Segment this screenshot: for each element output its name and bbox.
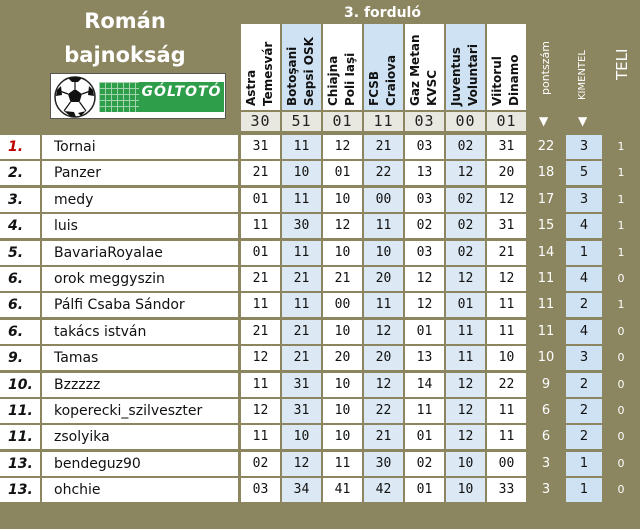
- player-tip: 02: [446, 214, 485, 238]
- player-kimentel: 2: [566, 373, 602, 397]
- match-result: 30: [241, 112, 280, 131]
- player-tip: 02: [446, 241, 485, 265]
- player-tip: 12: [446, 425, 485, 449]
- player-kimentel: 5: [566, 161, 602, 185]
- player-kimentel: 2: [566, 399, 602, 423]
- player-tip: 21: [323, 267, 362, 291]
- player-row: [0, 451, 640, 477]
- player-tip: 12: [323, 135, 362, 159]
- player-teli: 1: [617, 192, 625, 206]
- player-tip: 11: [446, 346, 485, 370]
- player-tip: 12: [364, 373, 403, 397]
- player-points: 11: [537, 271, 555, 286]
- player-tip: 02: [446, 188, 485, 212]
- player-rank: 9.: [0, 346, 40, 370]
- match-header: FCSB Craiova: [364, 24, 403, 110]
- player-name: zsolyika: [42, 425, 238, 449]
- player-tip: 31: [241, 135, 280, 159]
- match-result: 03: [405, 112, 444, 131]
- league-title-line2: bajnokság: [64, 43, 186, 67]
- player-tip: 10: [323, 425, 362, 449]
- player-tip: 30: [364, 452, 403, 476]
- player-rank: 13.: [0, 478, 40, 502]
- player-tip: 11: [364, 214, 403, 238]
- player-points: 3: [541, 482, 551, 498]
- player-name: Tornai: [42, 135, 238, 159]
- player-row: [0, 477, 640, 503]
- player-teli: 0: [617, 272, 625, 285]
- player-tip: 21: [241, 267, 280, 291]
- player-tip: 12: [446, 373, 485, 397]
- player-tip: 12: [446, 399, 485, 423]
- player-tip: 11: [241, 425, 280, 449]
- match-result: 51: [282, 112, 321, 131]
- player-tip: 21: [282, 267, 321, 291]
- player-tip: 31: [282, 399, 321, 423]
- player-row: [0, 160, 640, 186]
- player-kimentel: 1: [566, 241, 602, 265]
- player-points: 11: [537, 297, 555, 313]
- player-name: luis: [42, 214, 238, 238]
- points-column-label: pontszám: [539, 41, 552, 95]
- player-tip: 12: [487, 188, 526, 212]
- player-tip: 20: [364, 346, 403, 370]
- player-tip: 12: [241, 346, 280, 370]
- player-points: 9: [541, 376, 551, 392]
- match-header: Gaz Metan KVSC: [405, 24, 444, 110]
- match-header: Viitorul Dinamo: [487, 24, 526, 110]
- player-kimentel: 4: [566, 267, 602, 291]
- player-tip: 11: [446, 320, 485, 344]
- soccer-ball-icon: [54, 76, 96, 118]
- player-tip: 21: [487, 241, 526, 265]
- player-tip: 20: [323, 346, 362, 370]
- player-row: [0, 372, 640, 398]
- player-tip: 10: [446, 478, 485, 502]
- player-rank: 6.: [0, 267, 40, 291]
- player-rank: 10.: [0, 373, 40, 397]
- logo-text: GÓLTOTÓ: [141, 84, 222, 100]
- player-tip: 21: [364, 425, 403, 449]
- player-teli: 0: [617, 377, 625, 391]
- teli-column-label: TELI: [613, 48, 631, 80]
- player-tip: 42: [364, 478, 403, 502]
- player-tip: 21: [241, 320, 280, 344]
- player-tip: 01: [405, 425, 444, 449]
- player-tip: 11: [487, 399, 526, 423]
- kimentel-column-label: KIMENTEL: [577, 50, 588, 100]
- player-name: Panzer: [42, 161, 238, 185]
- player-tip: 12: [405, 293, 444, 317]
- player-points: 17: [537, 191, 555, 207]
- player-tip: 22: [364, 161, 403, 185]
- player-rank: 11.: [0, 399, 40, 423]
- player-name: Tamas: [42, 346, 238, 370]
- player-points: 11: [537, 323, 555, 339]
- player-tip: 10: [282, 161, 321, 185]
- player-kimentel: 2: [566, 425, 602, 449]
- player-tip: 02: [241, 452, 280, 476]
- player-rank: 11.: [0, 425, 40, 449]
- player-tip: 12: [364, 320, 403, 344]
- player-kimentel: 1: [566, 478, 602, 502]
- player-teli: 0: [617, 324, 625, 338]
- player-tip: 10: [364, 241, 403, 265]
- player-tip: 11: [487, 293, 526, 317]
- player-teli: 1: [617, 219, 625, 233]
- player-tip: 03: [405, 188, 444, 212]
- player-tip: 12: [241, 399, 280, 423]
- points-sort-arrow[interactable]: ▼: [539, 114, 549, 128]
- player-teli: 1: [617, 298, 625, 312]
- player-points: 6: [541, 403, 551, 418]
- player-kimentel: 4: [566, 214, 602, 238]
- player-kimentel: 2: [566, 293, 602, 317]
- player-row: [0, 345, 640, 371]
- player-name: Bzzzzz: [42, 373, 238, 397]
- player-teli: 1: [617, 166, 625, 180]
- player-tip: 10: [323, 320, 362, 344]
- match-header: Botoşani Sepsi OSK: [282, 24, 321, 110]
- player-teli: 1: [617, 140, 625, 153]
- player-tip: 02: [405, 214, 444, 238]
- player-tip: 34: [282, 478, 321, 502]
- player-rank: 13.: [0, 452, 40, 476]
- player-tip: 20: [364, 267, 403, 291]
- player-tip: 03: [241, 478, 280, 502]
- player-tip: 11: [282, 293, 321, 317]
- player-tip: 41: [323, 478, 362, 502]
- player-tip: 11: [405, 399, 444, 423]
- player-points: 14: [537, 244, 555, 260]
- player-tip: 11: [364, 293, 403, 317]
- player-row: [0, 292, 640, 318]
- player-rank: 3.: [0, 188, 40, 212]
- player-tip: 11: [323, 452, 362, 476]
- player-tip: 31: [282, 373, 321, 397]
- player-tip: 31: [487, 135, 526, 159]
- player-tip: 13: [405, 161, 444, 185]
- player-tip: 33: [487, 478, 526, 502]
- player-tip: 10: [282, 425, 321, 449]
- player-rank: 4.: [0, 214, 40, 238]
- player-name: Pálfi Csaba Sándor: [42, 293, 238, 317]
- logo-net: [99, 82, 139, 112]
- player-tip: 14: [405, 373, 444, 397]
- player-tip: 22: [487, 373, 526, 397]
- player-rank: 2.: [0, 161, 40, 185]
- player-points: 22: [537, 139, 555, 154]
- player-tip: 11: [282, 188, 321, 212]
- player-tip: 31: [487, 214, 526, 238]
- player-tip: 12: [487, 267, 526, 291]
- player-row: [0, 424, 640, 450]
- match-result: 11: [364, 112, 403, 131]
- player-name: BavariaRoyalae: [42, 241, 238, 265]
- match-result: 01: [487, 112, 526, 131]
- player-row: [0, 134, 640, 160]
- match-header: Astra Temesvár: [241, 24, 280, 110]
- player-tip: 02: [446, 135, 485, 159]
- player-points: 3: [541, 455, 551, 471]
- player-tip: 10: [323, 373, 362, 397]
- player-tip: 01: [405, 478, 444, 502]
- player-tip: 12: [446, 267, 485, 291]
- player-tip: 10: [487, 346, 526, 370]
- player-teli: 0: [617, 351, 625, 365]
- player-tip: 12: [446, 161, 485, 185]
- player-kimentel: 3: [566, 135, 602, 159]
- player-points: 15: [537, 218, 555, 234]
- player-tip: 00: [487, 452, 526, 476]
- player-tip: 21: [282, 320, 321, 344]
- player-row: [0, 398, 640, 424]
- match-header: Juventus Voluntari: [446, 24, 485, 110]
- player-tip: 22: [364, 399, 403, 423]
- player-row: [0, 213, 640, 239]
- player-row: [0, 240, 640, 266]
- player-tip: 11: [241, 373, 280, 397]
- player-teli: 0: [617, 404, 625, 417]
- player-tip: 11: [487, 320, 526, 344]
- player-row: [0, 266, 640, 292]
- player-teli: 0: [617, 456, 625, 470]
- player-kimentel: 3: [566, 346, 602, 370]
- player-name: orok meggyszin: [42, 267, 238, 291]
- match-header: Chiajna Poli Iaşi: [323, 24, 362, 110]
- player-tip: 00: [364, 188, 403, 212]
- player-name: takács istván: [42, 320, 238, 344]
- player-tip: 12: [405, 267, 444, 291]
- player-tip: 01: [323, 161, 362, 185]
- player-tip: 20: [487, 161, 526, 185]
- player-row: [0, 187, 640, 213]
- player-tip: 12: [323, 214, 362, 238]
- player-kimentel: 4: [566, 320, 602, 344]
- player-tip: 11: [241, 214, 280, 238]
- player-rank: 6.: [0, 293, 40, 317]
- player-points: 18: [537, 165, 555, 181]
- league-title-line1: Román: [84, 9, 166, 33]
- player-tip: 11: [241, 293, 280, 317]
- player-name: koperecki_szilveszter: [42, 399, 238, 423]
- player-points: 6: [541, 429, 551, 445]
- player-name: medy: [42, 188, 238, 212]
- player-teli: 1: [617, 245, 625, 259]
- player-tip: 10: [446, 452, 485, 476]
- player-tip: 11: [487, 425, 526, 449]
- player-tip: 21: [241, 161, 280, 185]
- player-tip: 12: [282, 452, 321, 476]
- player-tip: 30: [282, 214, 321, 238]
- round-label: 3. forduló: [344, 5, 421, 21]
- player-tip: 10: [323, 241, 362, 265]
- player-name: ohchie: [42, 478, 238, 502]
- player-tip: 01: [241, 188, 280, 212]
- player-tip: 11: [282, 135, 321, 159]
- player-tip: 10: [323, 399, 362, 423]
- player-rank: 1.: [0, 135, 40, 159]
- player-tip: 00: [323, 293, 362, 317]
- match-result: 00: [446, 112, 485, 131]
- player-tip: 03: [405, 135, 444, 159]
- player-tip: 01: [405, 320, 444, 344]
- player-kimentel: 1: [566, 452, 602, 476]
- player-tip: 03: [405, 241, 444, 265]
- match-result: 01: [323, 112, 362, 131]
- player-kimentel: 3: [566, 188, 602, 212]
- kimentel-sort-arrow[interactable]: ▼: [578, 114, 588, 128]
- player-rank: 5.: [0, 241, 40, 265]
- player-tip: 10: [323, 188, 362, 212]
- player-teli: 0: [617, 483, 625, 497]
- player-tip: 21: [282, 346, 321, 370]
- player-tip: 11: [282, 241, 321, 265]
- player-row: [0, 319, 640, 345]
- player-tip: 02: [405, 452, 444, 476]
- player-points: 10: [537, 350, 555, 366]
- player-tip: 01: [446, 293, 485, 317]
- player-rank: 6.: [0, 320, 40, 344]
- player-tip: 13: [405, 346, 444, 370]
- player-teli: 0: [617, 430, 625, 444]
- player-tip: 01: [241, 241, 280, 265]
- player-tip: 21: [364, 135, 403, 159]
- goltoto-logo: [50, 73, 226, 119]
- player-name: bendeguz90: [42, 452, 238, 476]
